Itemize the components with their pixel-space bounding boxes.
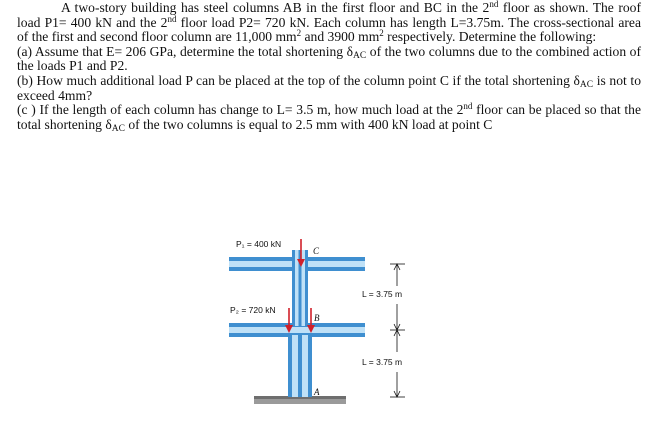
column-ab-web <box>298 335 302 397</box>
load-p1-label: P₁ = 400 kN <box>236 239 282 249</box>
load-p2-label: P₂ = 720 kN <box>230 305 276 315</box>
length-upper-label: L = 3.75 m <box>362 289 403 299</box>
column-bc-flange-right <box>305 250 308 326</box>
problem-part-c: (c ) If the length of each column has change to L= 3.5 m, how much load at the 2nd floor can be placed so that the total shortening $\delta_{AC}$ of the two columns is equal to 2.5 mm with 400 kN load at point C <box>17 101 641 134</box>
length-lower-label: L = 3.75 m <box>362 357 403 367</box>
problem-intro: A two-story building has steel columns AB in the first floor and BC in the 2nd floor as shown. The roof load P1= 400 kN and the 2nd floor load P2= 720 kN. Each column has length L=3.75m. The cross-sectional area of the first and second floor column are 11,000 $mm^2$ and 3900 $mm^2$ respectively. Determine the following: <box>17 0 641 45</box>
point-a-label: A <box>314 387 320 397</box>
column-ab-flange-right <box>308 335 312 397</box>
problem-part-b: (b) How much additional load P can be placed at the top of the column point C if the total shortening $\delta_{AC}$ is not to exceed 4mm? <box>17 72 641 103</box>
point-b-label: B <box>314 313 320 323</box>
point-c-label: C <box>313 246 320 256</box>
column-ab-flange-left <box>288 335 292 397</box>
column-bc-flange-left <box>292 250 295 326</box>
problem-part-a: (a) Assume that E= 206 GPa, determine the total shortening $\delta_{AC}$ of the two columns due to the combined action of the loads P1 and P2. <box>17 43 641 74</box>
